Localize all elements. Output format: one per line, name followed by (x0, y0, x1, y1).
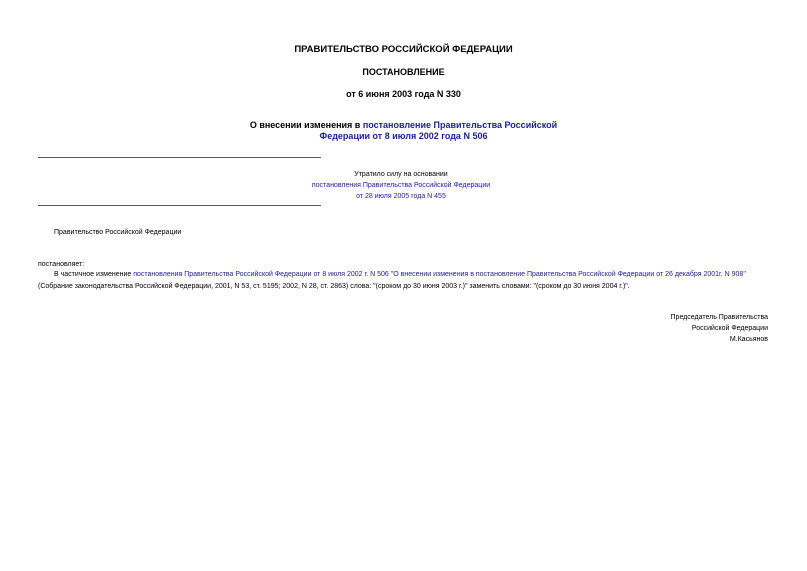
divider-bottom (38, 205, 321, 206)
paragraph-line-2: (Собрание законодательства Российской Федерации, 2001, N 53, ст. 5195; 2002, N 28, ст. 2863) слова: "(сроком до 30 июня 2003 г.)" заменить словами: "(сроком до 30 июня 2004 г.)". (38, 282, 630, 290)
subject-link-part1[interactable]: постановление Правительства Российской (362, 120, 558, 130)
paragraph-line-1 (38, 269, 778, 281)
lost-force-text: Утратило силу на основании (354, 171, 448, 178)
lost-force-link-part1[interactable]: постановления Правительства Российской Федерации (311, 182, 491, 189)
paragraph-link-decree-506[interactable]: постановления Правительства Российской Федерации (133, 271, 312, 278)
document-subject (0, 120, 807, 142)
divider-top (38, 157, 321, 158)
paragraph-closing-quote: " (743, 271, 746, 278)
government-title: ПРАВИТЕЛЬСТВО РОССИЙСКОЙ ФЕДЕРАЦИИ (294, 44, 513, 55)
signature-block (671, 312, 768, 345)
paragraph-link-decree-506-date[interactable]: от 8 июля 2002 г. N 506 "О внесении изменения в (311, 271, 476, 278)
issuing-body: Правительство Российской Федерации (54, 229, 182, 236)
signatory-title-1: Председатель Правительства (670, 314, 768, 321)
resolution-paragraph (38, 269, 778, 292)
resolves-label: постановляет: (38, 261, 85, 268)
subject-prefix: О внесении изменения в (249, 120, 363, 130)
document-type: ПОСТАНОВЛЕНИЕ (362, 67, 445, 77)
lost-force-link-part2[interactable]: от 28 июля 2005 года N 455 (356, 193, 446, 200)
paragraph-prefix: В частичное изменение (54, 271, 134, 278)
paragraph-link-decree-908[interactable]: постановление Правительства Российской Федерации от 26 декабря 2001г. N 908 (475, 271, 744, 278)
signatory-name: М.Касьянов (729, 336, 768, 343)
signatory-title-2: Российской Федерации (691, 325, 768, 332)
document-date-number: от 6 июня 2003 года N 330 (346, 89, 461, 99)
subject-link-part2[interactable]: Федерации от 8 июля 2002 года N 506 (319, 131, 488, 141)
lost-force-note (290, 169, 512, 202)
